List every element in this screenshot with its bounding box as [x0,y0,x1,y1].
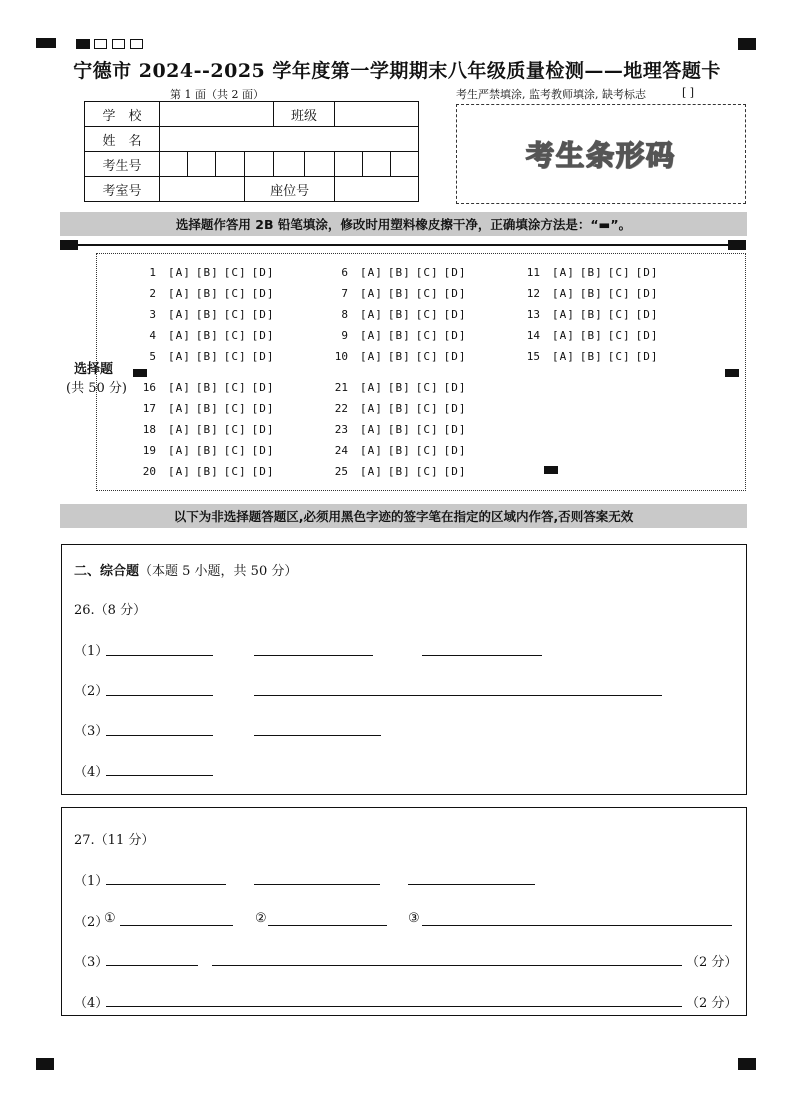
class-label: 班级 [274,102,335,127]
answer-bubble[interactable]: [C] [607,287,631,300]
answer-bubble[interactable]: [C] [415,444,439,457]
answer-line[interactable] [106,655,213,656]
answer-bubble[interactable]: [C] [415,381,439,394]
answer-bubble[interactable]: [C] [415,465,439,478]
timing-mark-left [133,369,147,377]
answer-bubble[interactable]: [B] [579,287,603,300]
answer-line[interactable] [106,735,213,736]
question-number: 21 [334,381,348,394]
question-number: 16 [142,381,156,394]
question-number: 22 [334,402,348,415]
question-number: 19 [142,444,156,457]
answer-bubble[interactable]: [B] [195,266,219,279]
choice-question-row [328,329,472,345]
answer-bubble[interactable]: [C] [223,329,247,342]
answer-bubble[interactable]: [C] [607,350,631,363]
name-label: 姓 名 [85,127,160,152]
answer-line[interactable] [106,775,213,776]
choice-question-row [328,444,472,460]
seat-label: 座位号 [245,177,335,202]
exam-id-cell[interactable] [391,152,419,177]
exam-id-cell[interactable] [216,152,245,177]
answer-bubble[interactable]: [D] [635,287,659,300]
answer-bubble[interactable]: [C] [607,329,631,342]
answer-bubble[interactable]: [A] [360,381,383,394]
answer-line[interactable] [120,925,233,926]
barcode-area [456,104,746,204]
choice-section-score: (共 50 分) [66,381,127,396]
answer-bubble[interactable]: [D] [443,381,467,394]
answer-bubble[interactable]: [A] [552,308,575,321]
section-2-box [61,544,747,795]
page-indicator-text: 第 1 面（共 2 面） [170,88,264,101]
answer-bubble[interactable]: [A] [168,329,191,342]
choice-question-row [328,465,472,481]
section-2-heading: 二、综合题（本题 5 小题，共 50 分） [74,564,298,579]
student-info-table [84,101,419,202]
seat-field[interactable] [335,177,419,202]
question-number: 7 [341,287,348,300]
answer-bubble[interactable]: [A] [360,266,383,279]
question-number: 2 [149,287,156,300]
answer-bubble[interactable]: [D] [443,423,467,436]
answer-bubble[interactable]: [B] [579,329,603,342]
room-field[interactable] [160,177,245,202]
answer-bubble[interactable]: [B] [195,287,219,300]
q27-part-3-label: （3） [74,955,109,970]
answer-bubble[interactable]: [A] [360,287,383,300]
choice-question-row [136,287,280,303]
exam-id-cell[interactable] [363,152,391,177]
rule-mark-right [728,240,746,250]
answer-bubble[interactable]: [D] [635,350,659,363]
answer-bubble[interactable]: [B] [387,381,411,394]
q26-part-3-label: （3） [74,724,109,739]
question-number: 20 [142,465,156,478]
answer-bubble[interactable]: [A] [168,381,191,394]
choice-question-row [520,287,664,303]
answer-bubble[interactable]: [A] [360,350,383,363]
answer-bubble[interactable]: [D] [251,444,275,457]
answer-bubble[interactable]: [B] [387,329,411,342]
registration-mark-top-right [738,38,756,50]
question-number: 25 [334,465,348,478]
answer-bubble[interactable]: [A] [552,287,575,300]
answer-line[interactable] [422,655,542,656]
question-27-title: 27.（11 分） [74,833,155,848]
answer-bubble[interactable]: [B] [195,402,219,415]
answer-bubble[interactable]: [D] [251,423,275,436]
question-number: 24 [334,444,348,457]
absence-instruction: 考生严禁填涂, 监考教师填涂, 缺考标志 [456,88,646,101]
question-number: 3 [149,308,156,321]
answer-bubble[interactable]: [A] [168,423,191,436]
answer-bubble[interactable]: [D] [251,329,275,342]
answer-bubble[interactable]: [D] [251,402,275,415]
room-label: 考室号 [85,177,160,202]
answer-bubble[interactable]: [D] [443,402,467,415]
answer-bubble[interactable]: [A] [360,402,383,415]
choice-instruction-banner: 选择题作答用 2B 铅笔填涂，修改时用塑料橡皮擦干净，正确填涂方法是：“▬”。 [60,212,747,236]
answer-bubble[interactable]: [A] [168,444,191,457]
answer-bubble[interactable]: [D] [635,266,659,279]
question-number: 18 [142,423,156,436]
q26-part-1-label: （1） [74,644,109,659]
answer-bubble[interactable]: [A] [168,266,191,279]
answer-line[interactable] [106,965,198,966]
circled-number-1: ① [104,911,116,926]
answer-line[interactable] [422,925,732,926]
answer-bubble[interactable]: [B] [195,465,219,478]
answer-bubble[interactable]: [D] [443,350,467,363]
question-number: 15 [526,350,540,363]
page-indicator-empty [130,39,143,49]
answer-bubble[interactable]: [C] [607,308,631,321]
q27-part-2-label: （2） [74,915,109,930]
answer-bubble[interactable]: [D] [251,308,275,321]
answer-bubble[interactable]: [A] [552,329,575,342]
answer-bubble[interactable]: [B] [387,402,411,415]
answer-line[interactable] [408,884,535,885]
answer-bubble[interactable]: [B] [195,308,219,321]
page-indicator-empty [94,39,107,49]
answer-bubble[interactable]: [C] [415,266,439,279]
answer-line[interactable] [268,925,387,926]
answer-bubble[interactable]: [C] [223,308,247,321]
answer-bubble[interactable]: [D] [443,308,467,321]
choice-question-row [136,350,280,366]
school-field[interactable] [160,102,274,127]
rule-mark-left [60,240,78,250]
question-number: 1 [149,266,156,279]
page-title: 宁德市 2024--2025 学年度第一学期期末八年级质量检测——地理答题卡 [73,60,721,82]
question-number: 14 [526,329,540,342]
question-number: 5 [149,350,156,363]
answer-bubble[interactable]: [A] [168,308,191,321]
answer-bubble[interactable]: [B] [387,350,411,363]
page-indicator-empty [112,39,125,49]
timing-mark-right [725,369,739,377]
answer-bubble[interactable]: [B] [195,350,219,363]
answer-line[interactable] [106,695,213,696]
answer-bubble[interactable]: [B] [387,444,411,457]
choice-question-row [328,308,472,324]
choice-question-row [328,381,472,397]
answer-bubble[interactable]: [C] [415,308,439,321]
answer-bubble[interactable]: [A] [168,402,191,415]
answer-line[interactable] [106,1006,682,1007]
choice-question-row [520,350,664,366]
question-number: 8 [341,308,348,321]
answer-bubble[interactable]: [A] [552,350,575,363]
choice-question-row [328,287,472,303]
answer-bubble[interactable]: [C] [607,266,631,279]
barcode-label: 考生条形码 [525,139,676,172]
choice-question-row [136,266,280,282]
answer-bubble[interactable]: [C] [223,465,247,478]
answer-bubble[interactable]: [A] [552,266,575,279]
question-number: 12 [526,287,540,300]
absent-mark-box[interactable]: [ ] [682,86,695,99]
choice-question-row [520,308,664,324]
answer-bubble[interactable]: [A] [360,329,383,342]
registration-mark-bottom-left [36,1058,54,1070]
answer-line[interactable] [106,884,226,885]
q26-part-4-label: （4） [74,765,109,780]
answer-bubble[interactable]: [C] [415,329,439,342]
q27-part-1-label: （1） [74,874,109,889]
question-number: 10 [334,350,348,363]
answer-bubble[interactable]: [C] [223,350,247,363]
answer-bubble[interactable]: [D] [635,329,659,342]
question-number: 9 [341,329,348,342]
answer-bubble[interactable]: [C] [223,444,247,457]
answer-bubble[interactable]: [C] [415,350,439,363]
answer-bubble[interactable]: [D] [443,266,467,279]
answer-bubble[interactable]: [C] [223,402,247,415]
answer-bubble[interactable]: [A] [360,423,383,436]
answer-bubble[interactable]: [B] [387,287,411,300]
choice-question-row [328,423,472,439]
answer-bubble[interactable]: [C] [415,402,439,415]
answer-bubble[interactable]: [A] [168,350,191,363]
answer-bubble[interactable]: [B] [195,381,219,394]
registration-mark-bottom-right [738,1058,756,1070]
answer-bubble[interactable]: [A] [360,465,383,478]
answer-bubble[interactable]: [B] [387,308,411,321]
answer-bubble[interactable]: [C] [415,287,439,300]
choice-question-row [328,402,472,418]
q27-part-4-label: （4） [74,996,109,1011]
choice-question-row [136,423,280,439]
question-number: 6 [341,266,348,279]
answer-bubble[interactable]: [D] [443,465,467,478]
answer-bubble[interactable]: [B] [195,444,219,457]
answer-bubble[interactable]: [C] [415,423,439,436]
answer-bubble[interactable]: [B] [579,266,603,279]
page-indicator-filled [76,39,90,49]
class-field[interactable] [335,102,419,127]
answer-line[interactable] [254,695,662,696]
circled-number-3: ③ [408,911,420,926]
exam-id-label: 考生号 [85,152,160,177]
exam-id-cell[interactable] [187,152,216,177]
section-rule [78,244,728,246]
answer-bubble[interactable]: [D] [251,266,275,279]
choice-question-row [136,329,280,345]
answer-bubble[interactable]: [C] [223,423,247,436]
answer-bubble[interactable]: [A] [168,465,191,478]
school-label: 学 校 [85,102,160,127]
answer-bubble[interactable]: [A] [168,287,191,300]
answer-bubble[interactable]: [B] [579,308,603,321]
answer-bubble[interactable]: [D] [251,465,275,478]
choice-question-row [520,266,664,282]
question-number: 17 [142,402,156,415]
answer-bubble[interactable]: [A] [360,308,383,321]
choice-question-row [136,444,280,460]
answer-bubble[interactable]: [D] [443,287,467,300]
q27-part-4-score: （2 分） [686,996,738,1011]
answer-bubble[interactable]: [B] [387,465,411,478]
answer-bubble[interactable]: [C] [223,266,247,279]
question-number: 13 [526,308,540,321]
answer-line[interactable] [212,965,682,966]
answer-line[interactable] [254,884,380,885]
answer-bubble[interactable]: [D] [443,329,467,342]
answer-bubble[interactable]: [D] [635,308,659,321]
answer-bubble[interactable]: [D] [251,287,275,300]
answer-bubble[interactable]: [D] [251,381,275,394]
non-choice-instruction-banner: 以下为非选择题答题区,必须用黑色字迹的签字笔在指定的区域内作答,否则答案无效 [60,504,747,528]
answer-bubble[interactable]: [A] [360,444,383,457]
question-number: 11 [526,266,540,279]
circled-number-2: ② [255,911,267,926]
q27-part-3-score: （2 分） [686,955,738,970]
name-field[interactable] [160,127,419,152]
question-26-title: 26.（8 分） [74,603,147,618]
q26-part-2-label: （2） [74,684,109,699]
choice-question-row [136,308,280,324]
exam-id-cell[interactable] [245,152,274,177]
choice-question-row [520,329,664,345]
answer-line[interactable] [254,735,381,736]
answer-bubble[interactable]: [D] [443,444,467,457]
answer-bubble[interactable]: [B] [387,266,411,279]
registration-mark-top-left [36,38,56,48]
choice-question-row [136,402,280,418]
answer-bubble[interactable]: [C] [223,381,247,394]
choice-question-row [328,266,472,282]
answer-bubble[interactable]: [B] [579,350,603,363]
choice-question-row [328,350,472,366]
question-27-box [61,807,747,1016]
timing-mark-bottom [544,466,558,474]
answer-bubble[interactable]: [D] [251,350,275,363]
choice-question-row [136,381,280,397]
question-number: 23 [334,423,348,436]
choice-section-label: 选择题 [74,362,114,377]
exam-id-cell[interactable] [274,152,305,177]
answer-line[interactable] [254,655,373,656]
question-number: 4 [149,329,156,342]
answer-bubble[interactable]: [B] [387,423,411,436]
answer-bubble[interactable]: [B] [195,329,219,342]
exam-id-cell[interactable] [160,152,188,177]
answer-bubble[interactable]: [C] [223,287,247,300]
choice-question-row [136,465,280,481]
exam-id-cell[interactable] [335,152,363,177]
answer-bubble[interactable]: [B] [195,423,219,436]
exam-id-cell[interactable] [304,152,335,177]
